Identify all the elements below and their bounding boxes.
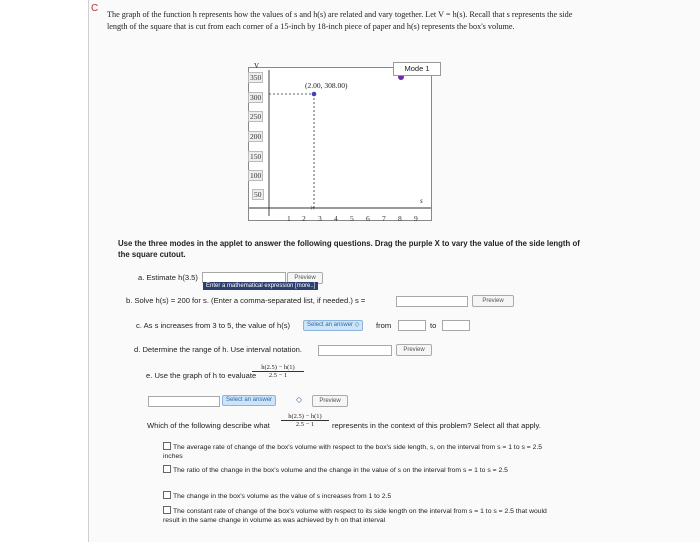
answer-c-from-input[interactable] [398, 320, 426, 331]
answer-c-select[interactable]: Select an answer ◇ [303, 320, 363, 331]
preview-e-button[interactable]: Preview [312, 395, 348, 407]
x-tick: 7 [382, 214, 386, 223]
question-c-label: c. As s increases from 3 to 5, the value of h(s) [136, 321, 291, 330]
checkbox-4[interactable] [163, 506, 171, 514]
preview-d-button[interactable]: Preview [396, 344, 432, 356]
answer-b-input[interactable] [396, 296, 468, 307]
answer-e-select[interactable]: Select an answer [222, 395, 276, 406]
question-d-label: d. Determine the range of h. Use interval notation. [134, 345, 303, 354]
preview-a-button[interactable]: Preview [287, 272, 323, 284]
y-tick: 150 [250, 152, 262, 161]
plot-area[interactable] [248, 67, 432, 221]
question-b-label: b. Solve h(s) = 200 for s. (Enter a comma-separated list, if needed.) s = [126, 296, 366, 305]
which-question-tail: represents in the context of this problem? Select all that apply. [332, 421, 541, 430]
answer-d-input[interactable] [318, 345, 392, 356]
graph-svg[interactable] [249, 68, 431, 220]
select-icon[interactable]: ◇ [296, 395, 303, 404]
option-4[interactable] [163, 506, 553, 525]
e-fraction-numerator: h(2.5) − h(1) [252, 364, 304, 372]
y-axis-label: V [254, 62, 260, 70]
x-tick: 2 [302, 214, 306, 223]
mode-button[interactable]: Mode 1 [393, 62, 441, 76]
y-tick: 250 [250, 112, 262, 121]
option-1[interactable] [163, 442, 553, 461]
x-tick: 6 [366, 214, 370, 223]
answer-e-input[interactable] [148, 396, 220, 407]
graph-point[interactable] [312, 92, 317, 97]
point-label: (2.00, 308.00) [305, 81, 348, 90]
option-2-text: The ratio of the change in the box's volume and the change in the value of s on the interval from s = 1 to s = 2.5 [173, 467, 508, 474]
x-tick: 9 [414, 214, 418, 223]
to-label: to [430, 321, 437, 330]
checkbox-1[interactable] [163, 442, 171, 450]
question-e-label: e. Use the graph of h to evaluate [146, 371, 257, 380]
y-tick: 100 [250, 171, 262, 180]
option-1-text: The average rate of change of the box's volume with respect to the box's side length, s, on the interval from s = 1 to s = 2.5 inches [163, 444, 543, 460]
drag-x-marker[interactable]: × [310, 203, 316, 213]
x-tick: 4 [334, 214, 338, 223]
e-fraction [252, 364, 304, 379]
which-question-label: Which of the following describe what [147, 421, 270, 430]
y-tick: 50 [254, 190, 262, 199]
option-2[interactable] [163, 465, 553, 476]
input-tooltip: Enter a mathematical expression [more..] [203, 282, 318, 290]
question-a-label: a. Estimate h(3.5) [138, 273, 198, 282]
intro-paragraph: The graph of the function h represents how the values of s and h(s) are related and vary together. Let V = h(s). Recall that s represents the side length of the square that is cut from each corner of a 15-inch by 18-inch piece of paper and h(s) represents the box's volume. [107, 10, 573, 31]
from-label: from [376, 321, 392, 330]
x-tick: 1 [287, 214, 291, 223]
corner-mark: C [91, 3, 99, 14]
which-fraction [281, 413, 329, 428]
e-fraction-denominator: 2.5 − 1 [268, 372, 288, 379]
answer-c-to-input[interactable] [442, 320, 470, 331]
x-tick: 8 [398, 214, 402, 223]
which-fraction-denominator: 2.5 − 1 [295, 421, 315, 428]
x-tick: 5 [350, 214, 354, 223]
preview-b-button[interactable]: Preview [472, 295, 514, 307]
instructions: Use the three modes in the applet to answer the following questions. Drag the purple X to vary the value of the side length of the square cutout. [118, 239, 580, 259]
y-tick: 300 [250, 93, 262, 102]
option-3[interactable] [163, 491, 553, 502]
y-tick: 200 [250, 132, 262, 141]
checkbox-2[interactable] [163, 465, 171, 473]
x-tick: 3 [318, 214, 322, 223]
option-3-text: The change in the box's volume as the value of s increases from 1 to 2.5 [173, 493, 392, 500]
y-tick: 350 [250, 73, 262, 82]
which-fraction-numerator: h(2.5) − h(1) [281, 413, 329, 421]
x-axis-label: s [420, 197, 423, 205]
checkbox-3[interactable] [163, 491, 171, 499]
option-4-text: The constant rate of change of the box's volume with respect to its side length on the interval from s = 1 to s = 2.5 that would result in the same change in volume as was achieved by h on that interval [163, 508, 547, 524]
